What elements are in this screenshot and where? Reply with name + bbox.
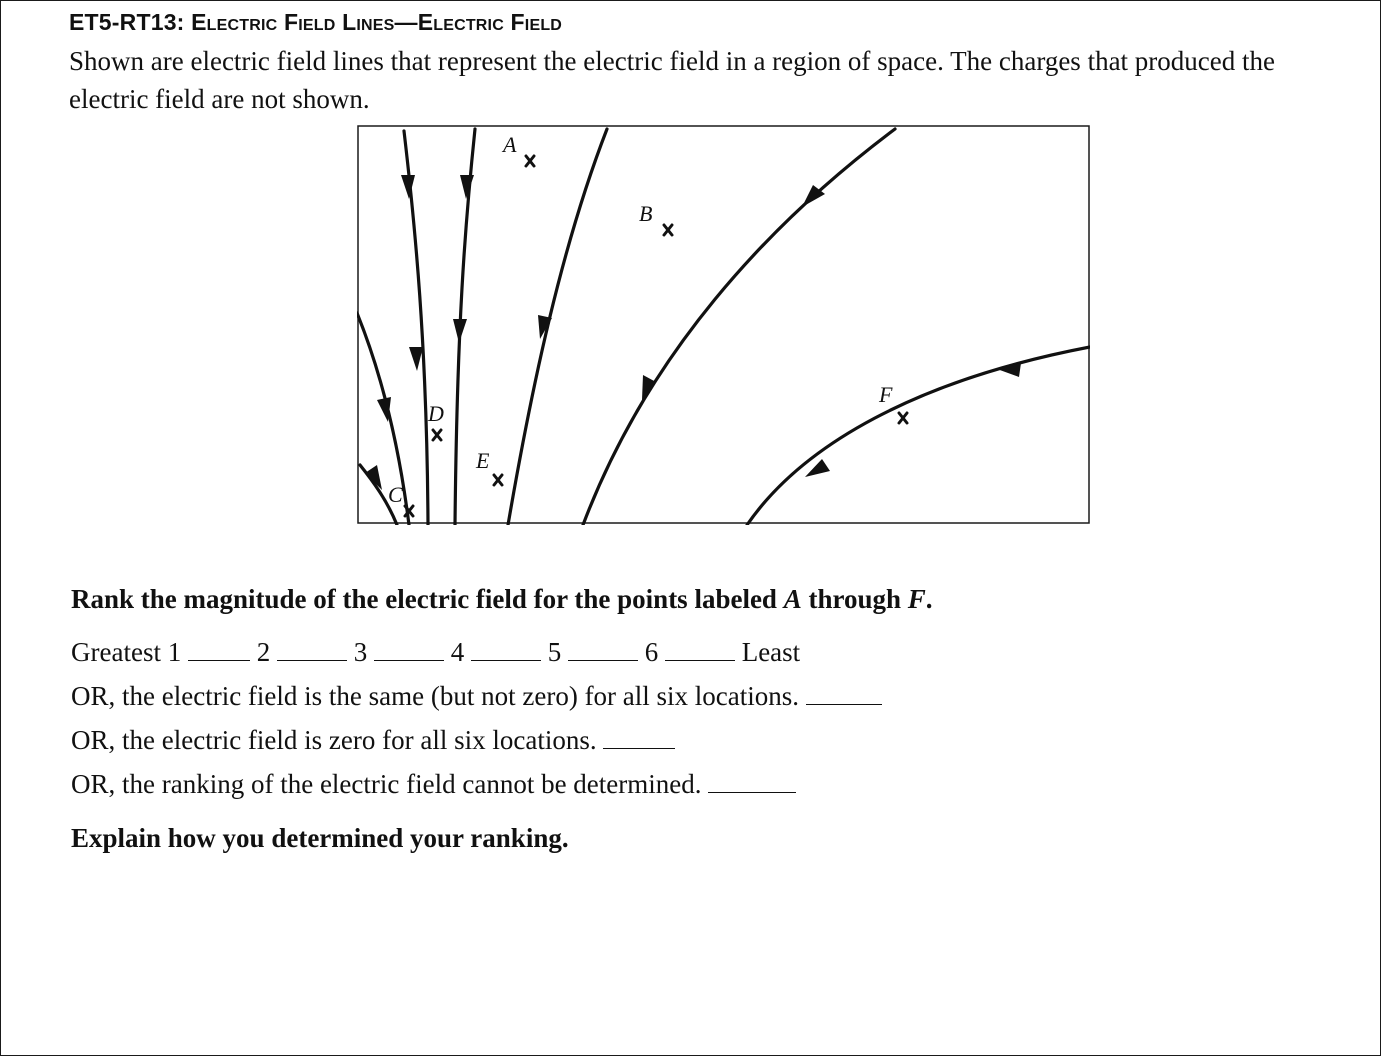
point-label-c: C <box>388 482 403 507</box>
ranking-prompt-end: . <box>925 584 933 614</box>
option-zero-blank[interactable] <box>603 726 675 749</box>
task-subtopic: Electric Field <box>417 9 563 35</box>
title-dash: — <box>394 9 418 35</box>
point-label-e: E <box>476 448 490 473</box>
point-label-a: A <box>503 132 517 157</box>
point-label-f: F <box>879 382 893 407</box>
ranking-prompt-f: F <box>907 584 926 614</box>
greatest-label: Greatest <box>71 637 161 667</box>
ranking-prompt-a: A <box>783 584 802 614</box>
ranking-line <box>71 637 800 668</box>
task-topic: Electric Field Lines <box>191 9 395 35</box>
option-same-row <box>71 681 882 712</box>
rank-blank-5[interactable] <box>568 638 638 661</box>
rank-number-3: 3 <box>353 637 368 667</box>
rank-number-4: 4 <box>450 637 465 667</box>
ranking-prompt <box>71 584 933 615</box>
rank-blank-6[interactable] <box>665 638 735 661</box>
option-undetermined-blank[interactable] <box>708 770 796 793</box>
rank-number-1: 1 <box>167 637 182 667</box>
ranking-prompt-mid: through <box>801 584 908 614</box>
explain-prompt: Explain how you determined your ranking. <box>71 823 569 853</box>
option-same-text: OR, the electric field is the same (but not zero) for all six locations. <box>71 681 800 711</box>
point-label-b: B <box>639 201 653 226</box>
rank-number-2: 2 <box>256 637 271 667</box>
rank-number-6: 6 <box>644 637 659 667</box>
intro-text: Shown are electric field lines that represent the electric field in a region of space. The charges that produced the electric field are not shown. <box>69 46 1275 114</box>
rank-blank-3[interactable] <box>374 638 444 661</box>
option-zero-text: OR, the electric field is zero for all six locations. <box>71 725 597 755</box>
ranking-prompt-start: Rank the magnitude of the electric field for the points labeled <box>71 584 784 614</box>
rank-blank-1[interactable] <box>188 638 250 661</box>
least-label: Least <box>741 637 801 667</box>
rank-number-5: 5 <box>547 637 562 667</box>
worksheet-title <box>69 9 562 36</box>
field-lines-diagram <box>357 125 1090 525</box>
option-undetermined-text: OR, the ranking of the electric field cannot be determined. <box>71 769 702 799</box>
option-undetermined-row <box>71 769 796 800</box>
task-code: ET5-RT13: <box>69 9 185 35</box>
rank-blank-2[interactable] <box>277 638 347 661</box>
option-zero-row <box>71 725 675 756</box>
option-same-blank[interactable] <box>806 682 882 705</box>
point-label-d: D <box>428 401 444 426</box>
rank-blank-4[interactable] <box>471 638 541 661</box>
